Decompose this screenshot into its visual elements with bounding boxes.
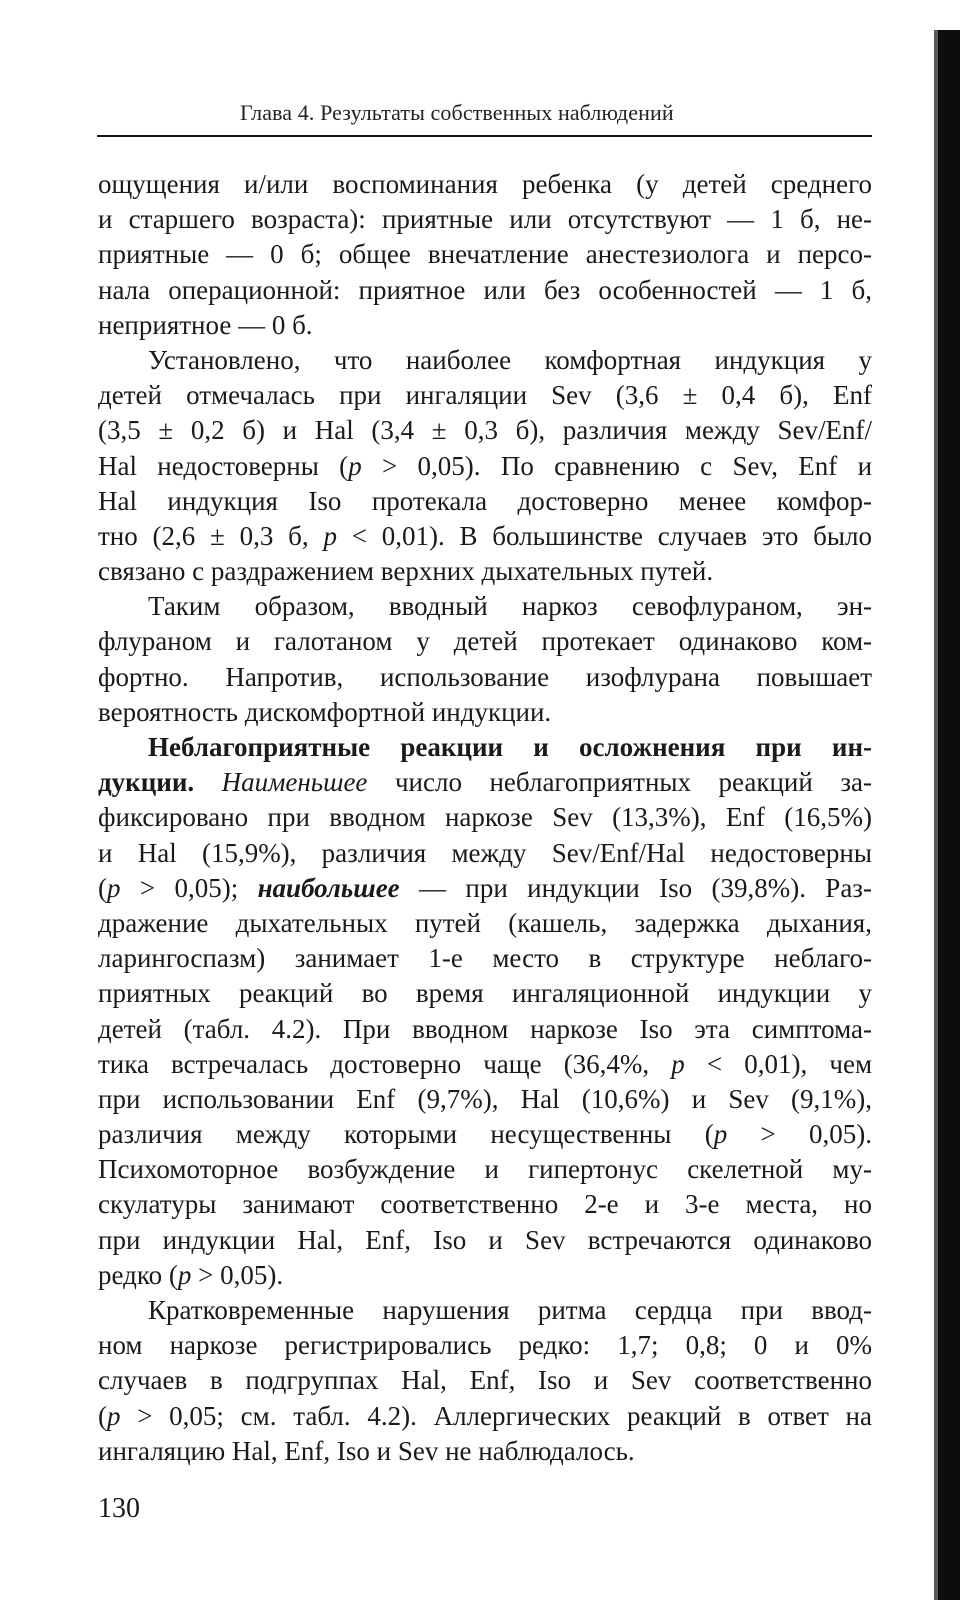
text-line: вероятность дискомфортной индукции.	[98, 696, 552, 727]
text-line: фортно. Напротив, использование изофлурана повышает	[98, 661, 872, 692]
text-line	[98, 730, 872, 765]
text-line: Hal индукция Iso протекала достоверно менее комфор-	[98, 485, 872, 516]
text-line: приятные — 0 б; общее внечатление анестезиолога и персо-	[98, 239, 872, 270]
section-heading: Неблагоприятные реакции и осложнения при ин-	[148, 732, 872, 762]
text-line: при использовании Enf (9,7%), Hal (10,6%) и Sev (9,1%),	[98, 1083, 872, 1114]
text-line: дукции. Наименьшее число неблагоприятных реакций за-	[98, 767, 872, 798]
text-line: ларингоспазм) занимает 1-е место в структуре неблаго-	[98, 943, 872, 974]
text-line: (3,5 ± 0,2 б) и Hal (3,4 ± 0,3 б), различия между Sev/Enf/	[98, 415, 872, 446]
running-head: Глава 4. Результаты собственных наблюдений	[240, 100, 674, 125]
text-line: Психомоторное возбуждение и гипертонус скелетной му-	[98, 1154, 872, 1185]
text-line: различия между которыми несущественны (p > 0,05).	[98, 1119, 872, 1150]
text-line: флураном и галотаном у детей протекает одинаково ком-	[98, 626, 872, 657]
text-line: нала операционной: приятное или без особенностей — 1 б,	[98, 274, 872, 305]
text-line: ощущения и/или воспоминания ребенка (у детей среднего	[98, 169, 872, 199]
text-line: дражение дыхательных путей (кашель, задержка дыхания,	[98, 907, 872, 938]
text-line: неприятное — 0 б.	[98, 309, 313, 340]
text-line: при индукции Hal, Enf, Iso и Sev встречаются одинаково	[98, 1224, 872, 1255]
text-line: скулатуры занимают соответственно 2-е и 3-е места, но	[98, 1189, 872, 1220]
text-line: Кратковременные нарушения ритма сердца при ввод-	[148, 1295, 872, 1325]
text-line: случаев в подгруппах Hal, Enf, Iso и Sev соответственно	[98, 1365, 872, 1396]
text-line: детей отмечалась при ингаляции Sev (3,6 ± 0,4 б), Enf	[98, 380, 872, 411]
text-line: тно (2,6 ± 0,3 б, p < 0,01). В большинстве случаев это было	[98, 520, 872, 551]
text-line: Hal недостоверны (p > 0,05). По сравнению с Sev, Enf и	[98, 450, 872, 481]
text-line: ингаляцию Hal, Enf, Iso и Sev не наблюдалось.	[98, 1435, 635, 1466]
text-line: связано с раздражением верхних дыхательных путей.	[98, 556, 714, 587]
text-line: и Hal (15,9%), различия между Sev/Enf/Hal недостоверны	[98, 837, 872, 868]
text-line: и старшего возраста): приятные или отсутствуют — 1 б, не-	[98, 204, 872, 235]
text-line: фиксировано при вводном наркозе Sev (13,3%), Enf (16,5%)	[98, 802, 872, 833]
text-line: (p > 0,05; см. табл. 4.2). Аллергических реакций в ответ на	[98, 1400, 872, 1431]
text-line: редко (p > 0,05).	[98, 1259, 284, 1290]
body-text	[98, 167, 872, 1469]
text-line: Таким образом, вводный наркоз севофлураном, эн-	[148, 591, 872, 622]
text-line: приятных реакций во время ингаляционной индукции у	[98, 978, 872, 1009]
text-line: тика встречалась достоверно чаще (36,4%, p < 0,01), чем	[98, 1048, 872, 1079]
text-line: ном наркозе регистрировались редко: 1,7; 0,8; 0 и 0%	[98, 1330, 872, 1361]
text-line: (p > 0,05); наибольшее — при индукции Iso (39,8%). Раз-	[98, 872, 872, 903]
page-number: 130	[98, 1493, 140, 1524]
text-line: детей (табл. 4.2). При вводном наркозе Iso эта симптома-	[98, 1013, 872, 1044]
text-line: Установлено, что наиболее комфортная индукция у	[148, 344, 872, 375]
header-rule	[97, 135, 872, 137]
book-binding-edge	[938, 30, 960, 1600]
